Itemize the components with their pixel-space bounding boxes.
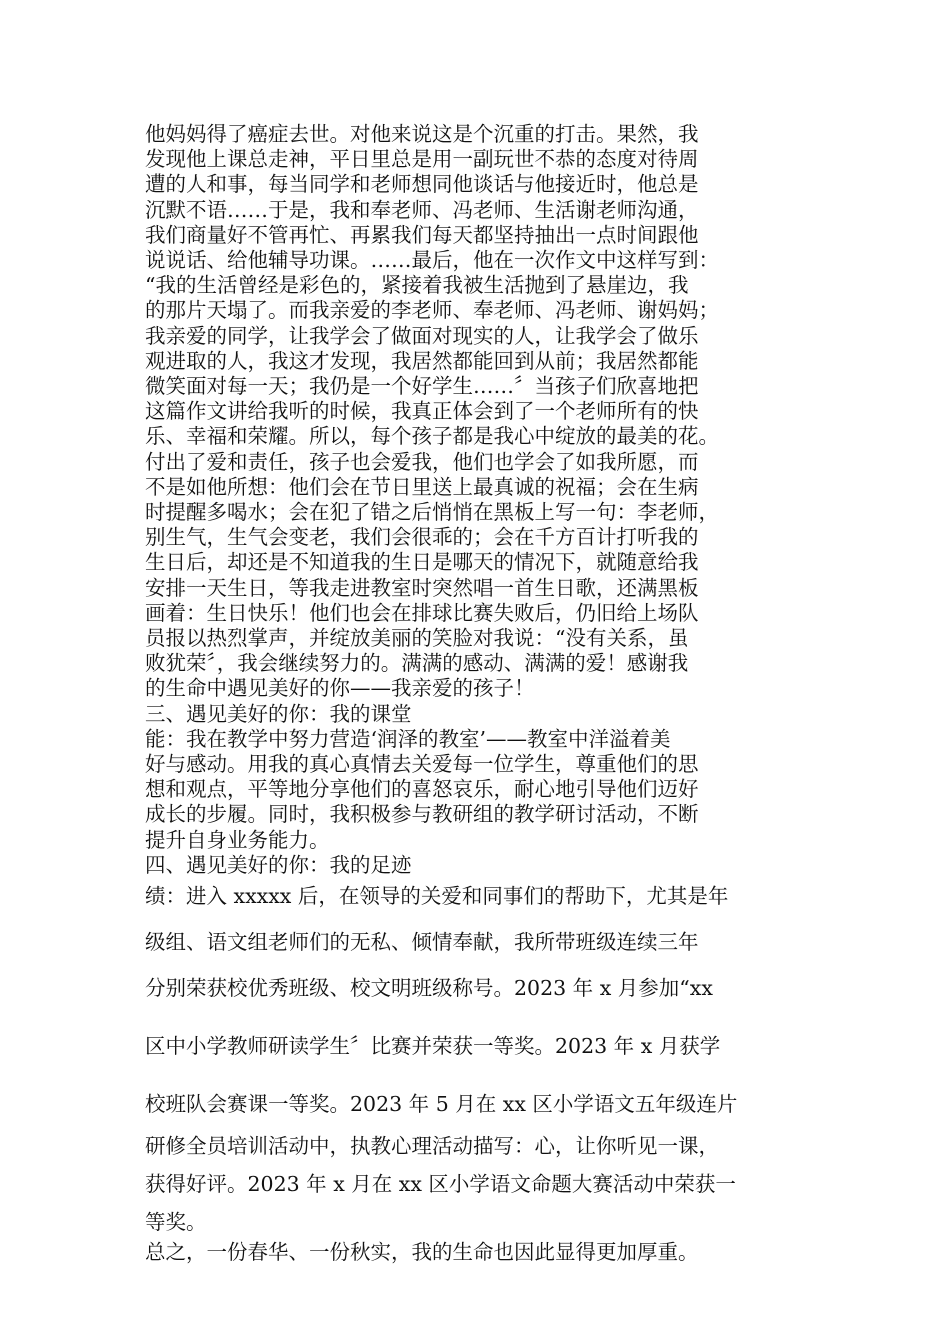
text-line: 校班队会赛课一等奖。2023 年 5 月在 xx 区小学语文五年级连片: [145, 1092, 738, 1117]
text-line: “我的生活曾经是彩色的，紧接着我被生活抛到了悬崖边，我: [145, 273, 689, 298]
document-page: [145, 122, 810, 1265]
text-line: 想和观点，平等地分享他们的喜怒哀乐，耐心地引导他们迈好: [145, 777, 699, 802]
text-line: 的生命中遇见美好的你——我亲爱的孩子！: [145, 676, 535, 701]
text-line: 我亲爱的同学，让我学会了做面对现实的人，让我学会了做乐: [145, 323, 699, 348]
text-line: 乐、幸福和荣耀。所以，每个孩子都是我心中绽放的最美的花。: [145, 424, 719, 449]
text-line: 说说话、给他辅导功课。……最后，他在一次作文中这样写到：: [145, 248, 719, 273]
text-line: 时提醒多喝水；会在犯了错之后悄悄在黑板上写一句：李老师，: [145, 500, 719, 525]
text-line: 分别荣获校优秀班级、校文明班级称号。2023 年 x 月参加“xx: [145, 976, 713, 1001]
text-line: 的那片天塌了。而我亲爱的李老师、奉老师、冯老师、谢妈妈；: [145, 298, 719, 323]
text-line: 观进取的人，我这才发现，我居然都能回到从前；我居然都能: [145, 348, 699, 373]
text-line: 沉默不语……于是，我和奉老师、冯老师、生活谢老师沟通，: [145, 197, 699, 222]
body-text-spaced: [145, 884, 810, 1240]
text-line: 遭的人和事，每当同学和老师想同他谈话与他接近时，他总是: [145, 172, 699, 197]
section-heading: 三、遇见美好的你：我的课堂: [145, 701, 412, 726]
text-line: 能：我在教学中努力营造‘润泽的教室’——教室中洋溢着美: [145, 726, 671, 751]
text-line: 画着：生日快乐！他们也会在排球比赛失败后，仍旧给上场队: [145, 600, 699, 625]
text-line: 不是如他所想：他们会在节日里送上最真诚的祝福；会在生病: [145, 474, 699, 499]
text-line: 级组、语文组老师们的无私、倾情奉献，我所带班级连续三年: [145, 930, 699, 955]
text-line: 等奖。: [145, 1210, 207, 1235]
text-line: 好与感动。用我的真心真情去关爱每一位学生，尊重他们的思: [145, 752, 699, 777]
text-line: 生日后，却还是不知道我的生日是哪天的情况下，就随意给我: [145, 550, 699, 575]
text-line: 这篇作文讲给我听的时候，我真正体会到了一个老师所有的快: [145, 399, 699, 424]
text-line: 他妈妈得了癌症去世。对他来说这是个沉重的打击。果然，我: [145, 122, 699, 146]
text-line: 成长的步履。同时，我积极参与教研组的教学研讨活动，不断: [145, 802, 699, 827]
text-line: 别生气，生气会变老，我们会很乖的；会在千方百计打听我的: [145, 525, 699, 550]
text-line: 发现他上课总走神，平日里总是用一副玩世不恭的态度对待周: [145, 147, 699, 172]
text-line: 微笑面对每一天；我仍是一个好学生……〞当孩子们欣喜地把: [145, 374, 699, 399]
text-line: 付出了爱和责任，孩子也会爱我，他们也学会了如我所愿，而: [145, 449, 699, 474]
text-line: 研修全员培训活动中，执教心理活动描写：心，让你听见一课，: [145, 1134, 719, 1159]
closing-line: 总之，一份春华、一份秋实，我的生命也因此显得更加厚重。: [145, 1240, 699, 1265]
text-line: 员报以热烈掌声，并绽放美丽的笑脸对我说：“没有关系，虽: [145, 626, 689, 651]
section-heading: 四、遇见美好的你：我的足迹: [145, 852, 412, 877]
text-line: 获得好评。2023 年 x 月在 xx 区小学语文命题大赛活动中荣获一: [145, 1172, 736, 1197]
text-line: 败犹荣〞，我会继续努力的。满满的感动、满满的爱！感谢我: [145, 651, 689, 676]
text-line: 绩：进入 xxxxx 后，在领导的关爱和同事们的帮助下，尤其是年: [145, 884, 729, 909]
text-line: 区中小学教师研读学生〞比赛并荣获一等奖。2023 年 x 月获学: [145, 1034, 721, 1059]
text-line: 提升自身业务能力。: [145, 827, 330, 852]
body-text-dense: [145, 122, 810, 878]
text-line: 安排一天生日，等我走进教室时突然唱一首生日歌，还满黑板: [145, 575, 699, 600]
text-line: 我们商量好不管再忙、再累我们每天都坚持抽出一点时间跟他: [145, 222, 699, 247]
